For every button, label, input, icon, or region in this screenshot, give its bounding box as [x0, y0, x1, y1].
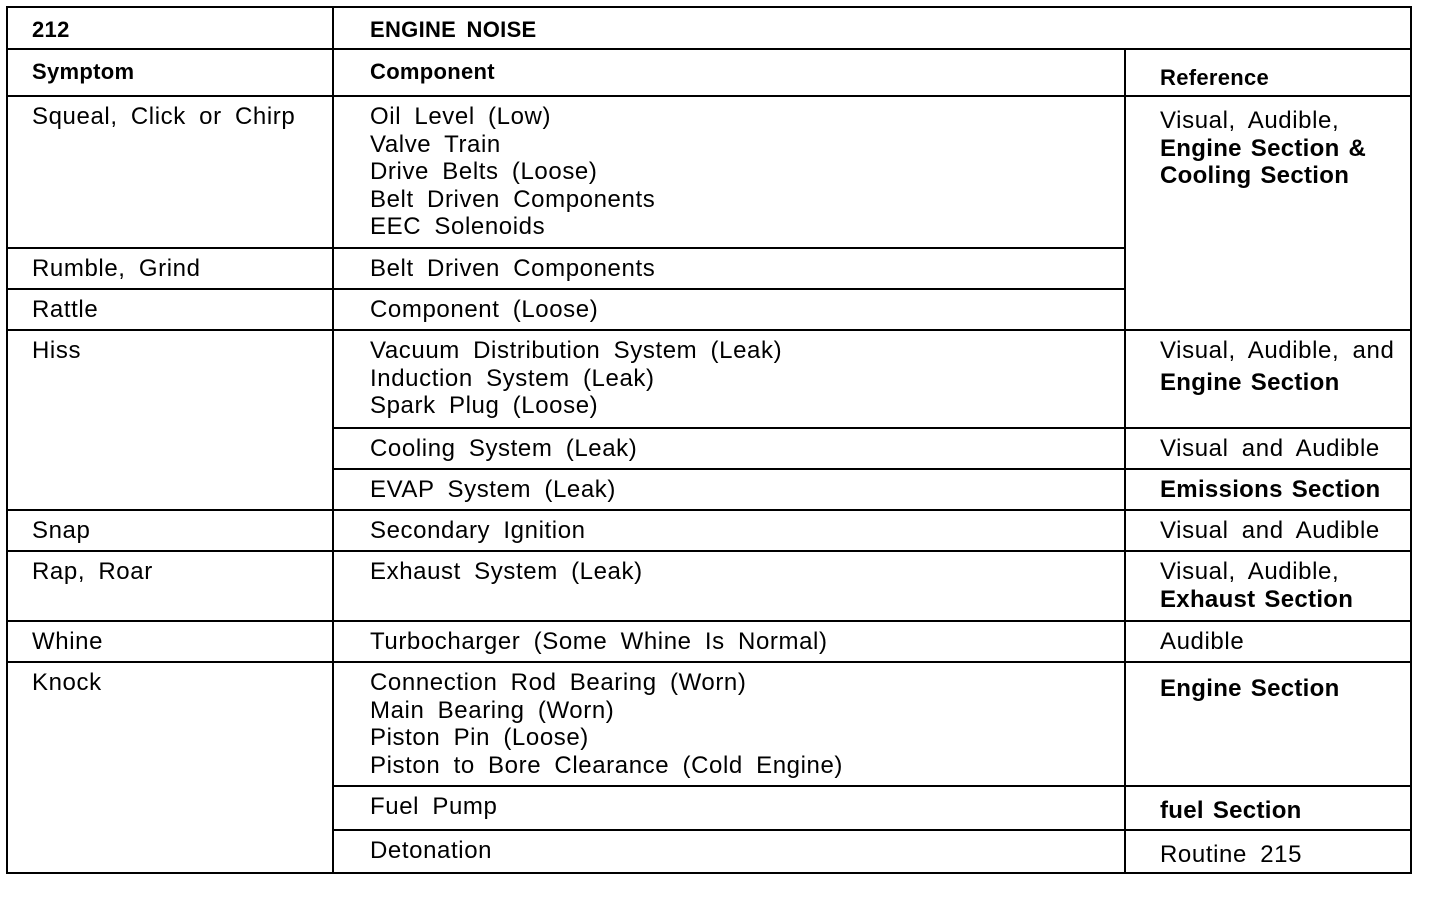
symptom-text: Rattle — [32, 296, 99, 323]
symptom-text: Snap — [32, 517, 91, 544]
component-cell — [333, 551, 1125, 621]
component-cell — [333, 248, 1125, 289]
component-item: EEC Solenoids — [370, 213, 546, 240]
component-item: Exhaust System (Leak) — [370, 558, 643, 585]
reference-section: Engine Section — [1160, 675, 1340, 702]
reference-text: Visual, Audible, and — [1160, 337, 1395, 364]
component-item: Turbocharger (Some Whine Is Normal) — [370, 628, 828, 655]
component-item: Belt Driven Components — [370, 185, 656, 213]
table-row — [7, 330, 1411, 428]
component-cell — [333, 330, 1125, 428]
component-item: Valve Train — [370, 130, 501, 158]
component-cell — [333, 469, 1125, 510]
reference-cell — [1125, 428, 1411, 469]
table-row — [7, 551, 1411, 621]
component-item: Spark Plug (Loose) — [370, 392, 599, 419]
symptom-cell — [7, 289, 333, 330]
component-item: Oil Level (Low) — [370, 103, 552, 130]
symptom-text: Hiss — [32, 337, 82, 364]
reference-cell — [1125, 96, 1411, 330]
symptom-text: Rap, Roar — [32, 558, 153, 585]
reference-cell — [1125, 330, 1411, 428]
symptom-cell — [7, 248, 333, 289]
reference-cell — [1125, 510, 1411, 551]
component-cell — [333, 662, 1125, 786]
component-item: EVAP System (Leak) — [370, 476, 616, 503]
component-cell — [333, 96, 1125, 248]
symptom-cell — [7, 96, 333, 248]
reference-text: Visual, Audible, — [1160, 558, 1340, 585]
symptom-text: Knock — [32, 669, 102, 696]
component-cell — [333, 510, 1125, 551]
reference-text: Routine 215 — [1160, 840, 1303, 868]
component-item: Main Bearing (Worn) — [370, 696, 615, 724]
component-item: Drive Belts (Loose) — [370, 158, 598, 185]
symptom-cell — [7, 330, 333, 510]
symptom-header: Symptom — [7, 49, 333, 97]
column-header-row — [7, 49, 1411, 97]
component-item: Connection Rod Bearing (Worn) — [370, 669, 747, 696]
component-item: Induction System (Leak) — [370, 364, 655, 392]
table-row — [7, 662, 1411, 786]
reference-section: Exhaust Section — [1160, 585, 1354, 613]
component-item: Vacuum Distribution System (Leak) — [370, 337, 783, 364]
component-item: Fuel Pump — [370, 793, 498, 820]
reference-cell — [1125, 621, 1411, 662]
reference-section: Emissions Section — [1160, 476, 1381, 503]
component-header: Component — [333, 49, 1125, 97]
component-cell — [333, 830, 1125, 874]
reference-text: Audible — [1160, 628, 1245, 655]
reference-text: Visual and Audible — [1160, 435, 1380, 462]
table-row — [7, 510, 1411, 551]
component-item: Belt Driven Components — [370, 255, 656, 282]
symptom-cell — [7, 662, 333, 873]
engine-noise-sheet — [6, 6, 1410, 868]
reference-section: Engine Section — [1160, 368, 1340, 396]
symptom-cell — [7, 510, 333, 551]
table-row — [7, 621, 1411, 662]
reference-text: Visual, Audible, — [1160, 107, 1340, 134]
reference-section: fuel Section — [1160, 797, 1302, 824]
component-item: Piston Pin (Loose) — [370, 724, 589, 751]
component-item: Piston to Bore Clearance (Cold Engine) — [370, 751, 844, 779]
component-cell — [333, 621, 1125, 662]
reference-cell — [1125, 662, 1411, 786]
symptom-cell — [7, 551, 333, 621]
engine-noise-table — [6, 6, 1412, 874]
component-item: Component (Loose) — [370, 296, 599, 323]
reference-cell — [1125, 469, 1411, 510]
component-item: Detonation — [370, 836, 493, 864]
symptom-cell — [7, 621, 333, 662]
table-row — [7, 96, 1411, 248]
component-cell — [333, 428, 1125, 469]
routine-number: 212 — [7, 7, 333, 49]
table-title: ENGINE NOISE — [333, 7, 1411, 49]
reference-cell — [1125, 786, 1411, 830]
reference-section: Engine Section & — [1160, 134, 1367, 162]
component-cell — [333, 786, 1125, 830]
reference-text: Visual and Audible — [1160, 517, 1380, 544]
component-cell — [333, 289, 1125, 330]
reference-section: Cooling Section — [1160, 162, 1350, 189]
component-item: Cooling System (Leak) — [370, 435, 638, 462]
symptom-text: Squeal, Click or Chirp — [32, 103, 296, 130]
symptom-text: Whine — [32, 628, 104, 655]
table-title-row — [7, 7, 1411, 49]
symptom-text: Rumble, Grind — [32, 255, 201, 282]
reference-cell — [1125, 830, 1411, 874]
component-item: Secondary Ignition — [370, 517, 586, 544]
reference-header: Reference — [1125, 49, 1411, 97]
reference-cell — [1125, 551, 1411, 621]
